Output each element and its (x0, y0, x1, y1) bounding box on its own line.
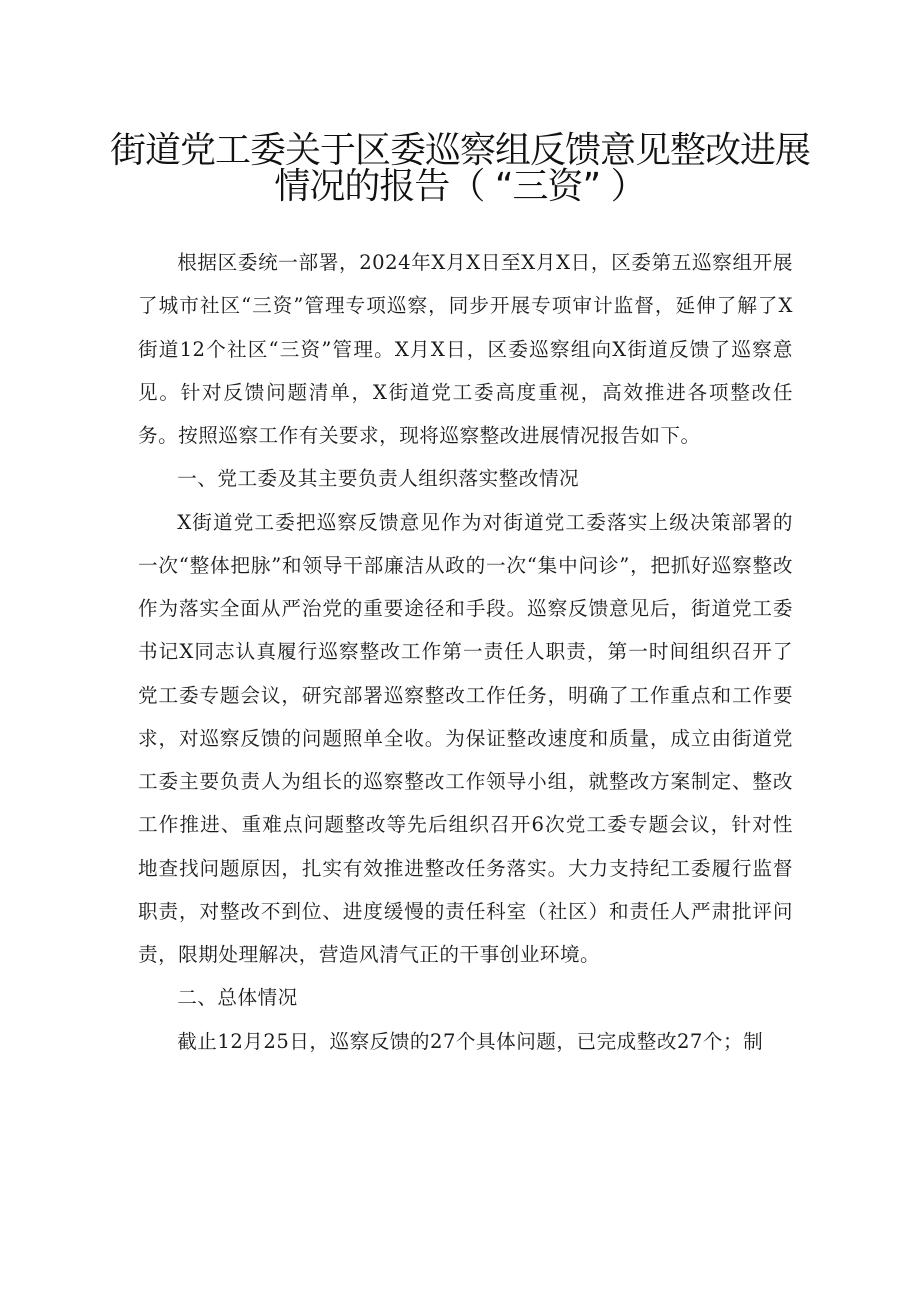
section-heading-1: 一、党工委及其主要负责人组织落实整改情况 (177, 467, 580, 491)
paragraph-intro: 根据区委统一部署，2024年X月X日至X月X日，区委第五巡察组开展了城市社区“三资”管理专项巡察，同步开展专项审计监督，延伸了解了X街道12个社区“三资”管理。X月X日，区委巡察组向X街道反馈了巡察意见。针对反馈问题清单，X街道党工委高度重视，高效推进各项整改任务。按照巡察工作有关要求，现将巡察整改进展情况报告如下。 (138, 251, 793, 447)
section-heading-2: 二、总体情况 (177, 986, 298, 1010)
paragraph-section-2: 截止12月25日，巡察反馈的27个具体问题，已完成整改27个；制 (177, 1029, 764, 1053)
document-body (138, 241, 793, 1063)
document-title-line-1: 街道党工委关于区委巡察组反馈意见整改进展 (109, 130, 810, 171)
paragraph-section-1: X街道党工委把巡察反馈意见作为对街道党工委落实上级决策部署的一次“整体把脉”和领导干部廉洁从政的一次“集中问诊”，把抓好巡察整改作为落实全面从严治党的重要途径和手段。巡察反馈意见后，街道党工委书记X同志认真履行巡察整改工作第一责任人职责，第一时间组织召开了党工委专题会议，研究部署巡察整改工作任务，明确了工作重点和工作要求，对巡察反馈的问题照单全收。为保证整改速度和质量，成立由街道党工委主要负责人为组长的巡察整改工作领导小组，就整改方案制定、整改工作推进、重难点问题整改等先后组织召开6次党工委专题会议，针对性地查找问题原因，扎实有效推进整改任务落实。大力支持纪工委履行监督职责，对整改不到位、进度缓慢的责任科室（社区）和责任人严肃批评问责，限期处理解决，营造风清气正的干事创业环境。 (138, 510, 793, 966)
document-title-line-2: 情况的报告（ “三资” ） (274, 166, 646, 207)
